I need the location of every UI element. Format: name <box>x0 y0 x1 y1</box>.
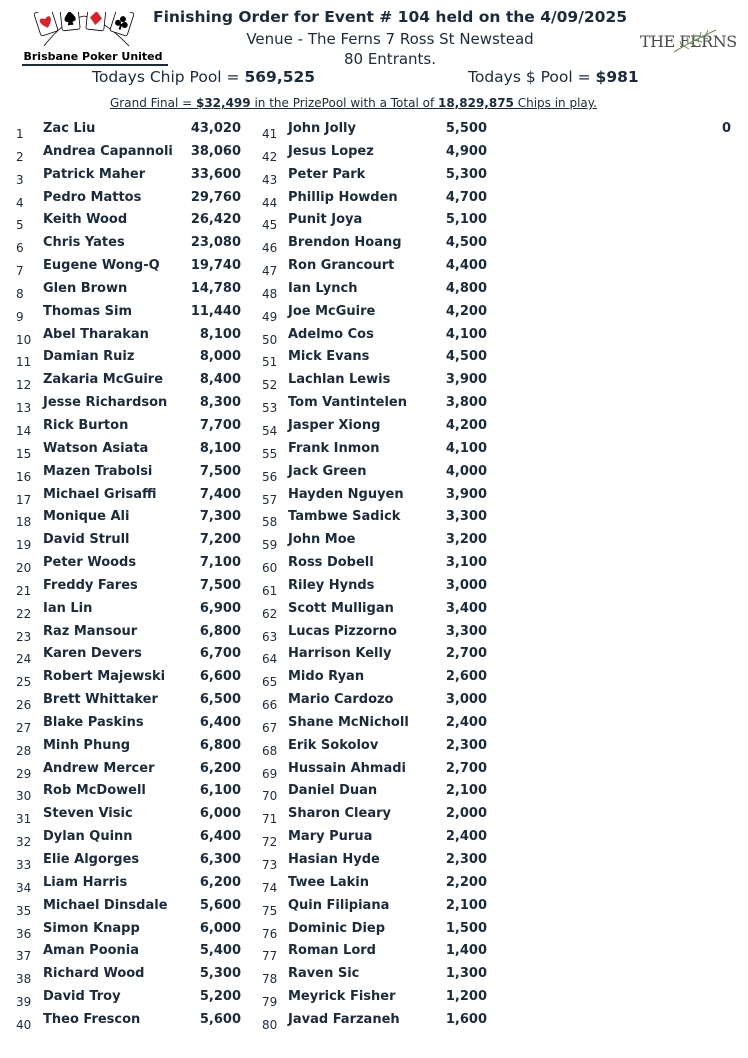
grand-final-prefix: Grand Final = <box>110 96 196 110</box>
player-name: Lucas Pizzorno <box>288 623 397 639</box>
rank-number: 21 <box>16 583 32 598</box>
player-name: Liam Harris <box>43 874 128 890</box>
player-name: Daniel Duan <box>288 783 378 799</box>
rank-number: 64 <box>262 652 278 667</box>
rank-number: 51 <box>262 355 278 370</box>
rank-number: 9 <box>16 309 24 324</box>
rank-number: 55 <box>262 446 278 461</box>
chip-count: 3,200 <box>445 532 487 548</box>
chip-count: 4,100 <box>445 326 487 342</box>
chip-count: 6,900 <box>199 600 241 616</box>
player-name: Minh Phung <box>43 737 131 753</box>
rank-number: 40 <box>16 1017 32 1032</box>
chip-count: 6,400 <box>199 829 241 845</box>
rank-number: 80 <box>262 1017 278 1032</box>
rank-number: 70 <box>262 789 278 804</box>
player-name: Keith Wood <box>43 212 128 228</box>
chip-count: 1,500 <box>445 920 487 936</box>
chip-count: 6,700 <box>199 646 241 662</box>
rank-number: 54 <box>262 423 278 438</box>
rank-number: 28 <box>16 743 32 758</box>
player-name: Phillip Howden <box>288 189 398 205</box>
player-name: Peter Woods <box>43 555 137 571</box>
rank-number: 61 <box>262 583 278 598</box>
chip-count: 2,400 <box>445 714 487 730</box>
logo-underline <box>22 64 168 66</box>
player-name: Hasian Hyde <box>288 852 380 867</box>
chip-count: 3,900 <box>445 486 487 502</box>
player-name: Hussain Ahmadi <box>288 760 407 776</box>
player-name: Quin Filipiana <box>288 897 390 913</box>
chip-count: 6,800 <box>199 623 241 639</box>
chip-count: 14,780 <box>190 280 241 296</box>
player-name: Aman Poonia <box>43 943 140 959</box>
player-name: Ross Dobell <box>288 555 374 571</box>
chip-count: 4,100 <box>445 440 487 456</box>
chip-count: 7,700 <box>199 417 241 433</box>
player-name: Lachlan Lewis <box>288 372 391 388</box>
player-name: Ian Lynch <box>288 280 358 296</box>
chip-count: 4,800 <box>445 280 487 296</box>
chip-count: 6,000 <box>199 806 241 822</box>
chip-count: 7,500 <box>199 463 241 479</box>
rank-number: 29 <box>16 766 32 781</box>
chip-count: 2,200 <box>445 874 487 890</box>
dollar-pool <box>468 68 639 86</box>
chip-count: 2,700 <box>445 646 487 662</box>
player-name: Eugene Wong-Q <box>43 258 160 274</box>
player-name: Twee Lakin <box>288 874 370 890</box>
chip-count: 3,900 <box>445 372 487 388</box>
entrants-count: 80 Entrants. <box>343 50 437 68</box>
chip-count: 1,400 <box>445 943 487 959</box>
rank-number: 30 <box>16 789 32 804</box>
chip-count: 43,020 <box>190 121 241 136</box>
chip-count: 8,100 <box>199 326 241 342</box>
chip-count: 6,400 <box>199 714 241 730</box>
rank-number: 32 <box>16 835 32 850</box>
rank-number: 22 <box>16 606 32 621</box>
fern-leaf-icon <box>670 28 720 54</box>
player-name: David Troy <box>43 989 121 1005</box>
player-name: Frank Inmon <box>288 440 380 456</box>
chip-count: 8,300 <box>199 395 241 411</box>
rank-number: 47 <box>262 264 278 279</box>
rank-number: 68 <box>262 743 278 758</box>
chip-count: 19,740 <box>190 258 241 274</box>
player-name: Tom Vantintelen <box>288 395 408 411</box>
player-name: Tambwe Sadick <box>288 509 401 525</box>
player-name: Blake Paskins <box>43 714 144 730</box>
player-name: Hayden Nguyen <box>288 486 404 502</box>
player-name: Watson Asiata <box>43 440 149 456</box>
rank-number: 2 <box>16 149 24 164</box>
rank-number: 11 <box>16 355 32 370</box>
player-name: Adelmo Cos <box>288 326 374 342</box>
player-name: John Jolly <box>288 121 356 136</box>
player-name: Mazen Trabolsi <box>43 463 153 479</box>
player-name: Monique Ali <box>43 509 130 525</box>
rank-number: 24 <box>16 652 32 667</box>
chip-count: 2,400 <box>445 829 487 845</box>
player-name: Peter Park <box>288 166 366 182</box>
rank-number: 59 <box>262 538 278 553</box>
extra-value: 0 <box>722 121 732 136</box>
player-name: Glen Brown <box>43 280 128 296</box>
player-name: Pedro Mattos <box>43 189 142 205</box>
player-name: Jasper Xiong <box>288 417 381 433</box>
player-name: Ian Lin <box>43 600 93 616</box>
player-name: Simon Knapp <box>43 920 140 936</box>
chip-count: 6,500 <box>199 692 241 708</box>
player-name: Sharon Cleary <box>288 806 391 822</box>
rank-number: 13 <box>16 401 32 416</box>
chip-count: 6,100 <box>199 783 241 799</box>
chip-count: 6,200 <box>199 760 241 776</box>
player-name: Erik Sokolov <box>288 737 379 753</box>
player-name: Joe McGuire <box>288 303 376 319</box>
rank-number: 66 <box>262 698 278 713</box>
player-name: David Strull <box>43 532 130 548</box>
player-name: Raven Sic <box>288 966 360 982</box>
player-name: Rick Burton <box>43 417 129 433</box>
player-name: Robert Majewski <box>43 669 166 685</box>
chip-count: 3,100 <box>445 555 487 571</box>
rank-number: 77 <box>262 949 278 964</box>
chip-count: 2,100 <box>445 897 487 913</box>
rank-number: 1 <box>16 127 24 141</box>
rank-number: 49 <box>262 309 278 324</box>
chip-count: 2,600 <box>445 669 487 685</box>
chip-pool-value: 569,525 <box>244 68 316 86</box>
grand-final-middle: in the PrizePool with a Total of <box>250 96 438 110</box>
venue-line: Venue - The Ferns 7 Ross St Newstead <box>246 30 534 48</box>
player-name: Patrick Maher <box>43 166 146 182</box>
chip-count: 7,300 <box>199 509 241 525</box>
chip-count: 5,300 <box>199 966 241 982</box>
rank-number: 71 <box>262 812 278 827</box>
rank-number: 60 <box>262 561 278 576</box>
player-name: Elie Algorges <box>43 852 140 867</box>
grand-final-amount: $32,499 <box>195 96 251 110</box>
chip-count: 2,000 <box>445 806 487 822</box>
rank-number: 38 <box>16 972 32 987</box>
rank-number: 17 <box>16 492 32 507</box>
chip-count: 3,000 <box>445 692 487 708</box>
chip-count: 4,400 <box>445 258 487 274</box>
rank-number: 43 <box>262 172 278 187</box>
rank-number: 50 <box>262 332 278 347</box>
rank-number: 52 <box>262 378 278 393</box>
chip-count: 6,600 <box>199 669 241 685</box>
player-name: Scott Mulligan <box>288 600 394 616</box>
rank-number: 33 <box>16 858 32 872</box>
chip-count: 5,600 <box>199 897 241 913</box>
rank-number: 14 <box>16 423 32 438</box>
rank-number: 10 <box>16 332 32 347</box>
chip-count: 3,300 <box>445 623 487 639</box>
rank-number: 23 <box>16 629 32 644</box>
rank-number: 3 <box>16 172 24 187</box>
rank-number: 45 <box>262 218 278 233</box>
rank-number: 69 <box>262 766 278 781</box>
player-name: Chris Yates <box>43 235 125 251</box>
chip-count: 2,100 <box>445 783 487 799</box>
player-name: Ron Grancourt <box>288 258 395 274</box>
rank-number: 5 <box>16 218 24 233</box>
player-name: Raz Mansour <box>43 623 138 639</box>
rank-number: 25 <box>16 675 32 690</box>
player-name: Andrea Capannoli <box>43 143 173 159</box>
chip-count: 5,500 <box>445 121 487 136</box>
rank-number: 44 <box>262 195 278 210</box>
chip-count: 33,600 <box>190 166 241 182</box>
dollar-pool-value: $981 <box>595 68 639 86</box>
dollar-pool-label: Todays $ Pool = <box>468 68 596 86</box>
rank-number: 48 <box>262 286 278 301</box>
player-name: Michael Dinsdale <box>43 897 168 913</box>
rank-number: 58 <box>262 515 278 530</box>
rank-number: 46 <box>262 241 278 256</box>
grand-final-chips: 18,829,875 <box>437 96 514 110</box>
card-suits-icon <box>34 12 144 48</box>
player-name: Riley Hynds <box>288 577 375 593</box>
player-name: Roman Lord <box>288 943 376 959</box>
chip-count: 5,200 <box>199 989 241 1005</box>
player-name: Jesse Richardson <box>43 395 168 411</box>
rank-number: 74 <box>262 880 278 895</box>
chip-count: 4,200 <box>445 417 487 433</box>
chip-count: 4,500 <box>445 235 487 251</box>
chip-count: 4,200 <box>445 303 487 319</box>
chip-count: 2,300 <box>445 852 487 867</box>
rank-number: 27 <box>16 720 32 735</box>
chip-count: 8,100 <box>199 440 241 456</box>
rank-number: 34 <box>16 880 32 895</box>
chip-count: 4,000 <box>445 463 487 479</box>
rank-number: 67 <box>262 720 278 735</box>
rank-number: 63 <box>262 629 278 644</box>
rank-number: 42 <box>262 149 278 164</box>
rank-number: 36 <box>16 926 32 941</box>
player-name: Michael Grisaffi <box>43 486 157 502</box>
chip-count: 2,300 <box>445 737 487 753</box>
chip-count: 1,600 <box>445 1011 487 1027</box>
chip-count: 3,300 <box>445 509 487 525</box>
chip-count: 7,100 <box>199 555 241 571</box>
chip-count: 7,400 <box>199 486 241 502</box>
player-name: Mick Evans <box>288 349 370 365</box>
rank-number: 72 <box>262 835 278 850</box>
rank-number: 12 <box>16 378 32 393</box>
chip-count: 5,300 <box>445 166 487 182</box>
rank-number: 79 <box>262 995 278 1010</box>
rank-number: 73 <box>262 858 278 872</box>
player-name: Theo Frescon <box>43 1011 141 1027</box>
player-name: Dominic Diep <box>288 920 386 936</box>
chip-count: 6,800 <box>199 737 241 753</box>
rank-number: 19 <box>16 538 32 553</box>
player-name: Abel Tharakan <box>43 326 149 342</box>
player-name: Zac Liu <box>43 121 96 136</box>
player-name: Steven Visic <box>43 806 133 822</box>
chip-count: 3,000 <box>445 577 487 593</box>
chip-count: 26,420 <box>190 212 241 228</box>
player-name: Javad Farzaneh <box>288 1011 400 1027</box>
player-name: Jack Green <box>288 463 367 479</box>
player-name: Jesus Lopez <box>288 143 374 159</box>
rank-number: 6 <box>16 241 24 256</box>
player-name: Thomas Sim <box>43 303 133 319</box>
player-name: Harrison Kelly <box>288 646 392 662</box>
rank-number: 20 <box>16 561 32 576</box>
chip-count: 6,300 <box>199 852 241 867</box>
rank-number: 75 <box>262 903 278 918</box>
player-name: John Moe <box>288 532 356 548</box>
player-name: Brendon Hoang <box>288 235 402 251</box>
player-name: Rob McDowell <box>43 783 146 799</box>
chip-count: 5,100 <box>445 212 487 228</box>
rank-number: 39 <box>16 995 32 1010</box>
chip-count: 11,440 <box>190 303 241 319</box>
rank-number: 26 <box>16 698 32 713</box>
chip-count: 7,200 <box>199 532 241 548</box>
chip-count: 6,000 <box>199 920 241 936</box>
chip-count: 8,000 <box>199 349 241 365</box>
player-name: Freddy Fares <box>43 577 138 593</box>
player-name: Zakaria McGuire <box>43 372 164 388</box>
player-name: Brett Whittaker <box>43 692 158 708</box>
chip-count: 5,600 <box>199 1011 241 1027</box>
chip-count: 8,400 <box>199 372 241 388</box>
rank-number: 53 <box>262 401 278 416</box>
player-name: Punit Joya <box>288 212 363 228</box>
chip-count: 5,400 <box>199 943 241 959</box>
rank-number: 16 <box>16 469 32 484</box>
rank-number: 37 <box>16 949 32 964</box>
page-title: Finishing Order for Event # 104 held on the 4/09/2025 <box>152 8 628 26</box>
player-name: Mario Cardozo <box>288 692 394 708</box>
player-name: Shane McNicholl <box>288 714 409 730</box>
player-name: Damian Ruiz <box>43 349 135 365</box>
chip-count: 29,760 <box>190 189 241 205</box>
chip-count: 4,500 <box>445 349 487 365</box>
chip-count: 7,500 <box>199 577 241 593</box>
player-name: Mary Purua <box>288 829 373 845</box>
rank-number: 57 <box>262 492 278 507</box>
chip-count: 3,400 <box>445 600 487 616</box>
rank-number: 15 <box>16 446 32 461</box>
player-name: Karen Devers <box>43 646 142 662</box>
chip-count: 2,700 <box>445 760 487 776</box>
rank-number: 76 <box>262 926 278 941</box>
rank-number: 56 <box>262 469 278 484</box>
rank-number: 62 <box>262 606 278 621</box>
grand-final-suffix: Chips in play. <box>513 96 597 110</box>
ferns-logo-text: THE FERNS <box>640 32 737 51</box>
rank-number: 35 <box>16 903 32 918</box>
rank-number: 65 <box>262 675 278 690</box>
rank-number: 31 <box>16 812 32 827</box>
rank-number: 41 <box>262 127 278 141</box>
chip-count: 6,200 <box>199 874 241 890</box>
player-name: Mido Ryan <box>288 669 365 685</box>
chip-count: 23,080 <box>190 235 241 251</box>
chip-count: 38,060 <box>190 143 241 159</box>
chip-count: 4,700 <box>445 189 487 205</box>
logo-text: Brisbane Poker United <box>23 50 163 63</box>
grand-final-summary <box>110 96 597 110</box>
rank-number: 8 <box>16 286 24 301</box>
rank-number: 4 <box>16 195 24 210</box>
chip-pool-label: Todays Chip Pool = <box>92 68 245 86</box>
chip-count: 3,800 <box>445 395 487 411</box>
chip-count: 1,200 <box>445 989 487 1005</box>
the-ferns-logo <box>640 28 740 54</box>
brisbane-poker-united-logo <box>18 10 168 66</box>
player-name: Dylan Quinn <box>43 829 133 845</box>
player-name: Andrew Mercer <box>43 760 155 776</box>
player-name: Meyrick Fisher <box>288 989 396 1005</box>
chip-count: 4,900 <box>445 143 487 159</box>
rank-number: 18 <box>16 515 32 530</box>
chip-count: 1,300 <box>445 966 487 982</box>
chip-pool <box>92 68 315 86</box>
rank-number: 78 <box>262 972 278 987</box>
player-name: Richard Wood <box>43 966 145 982</box>
rank-number: 7 <box>16 264 24 279</box>
